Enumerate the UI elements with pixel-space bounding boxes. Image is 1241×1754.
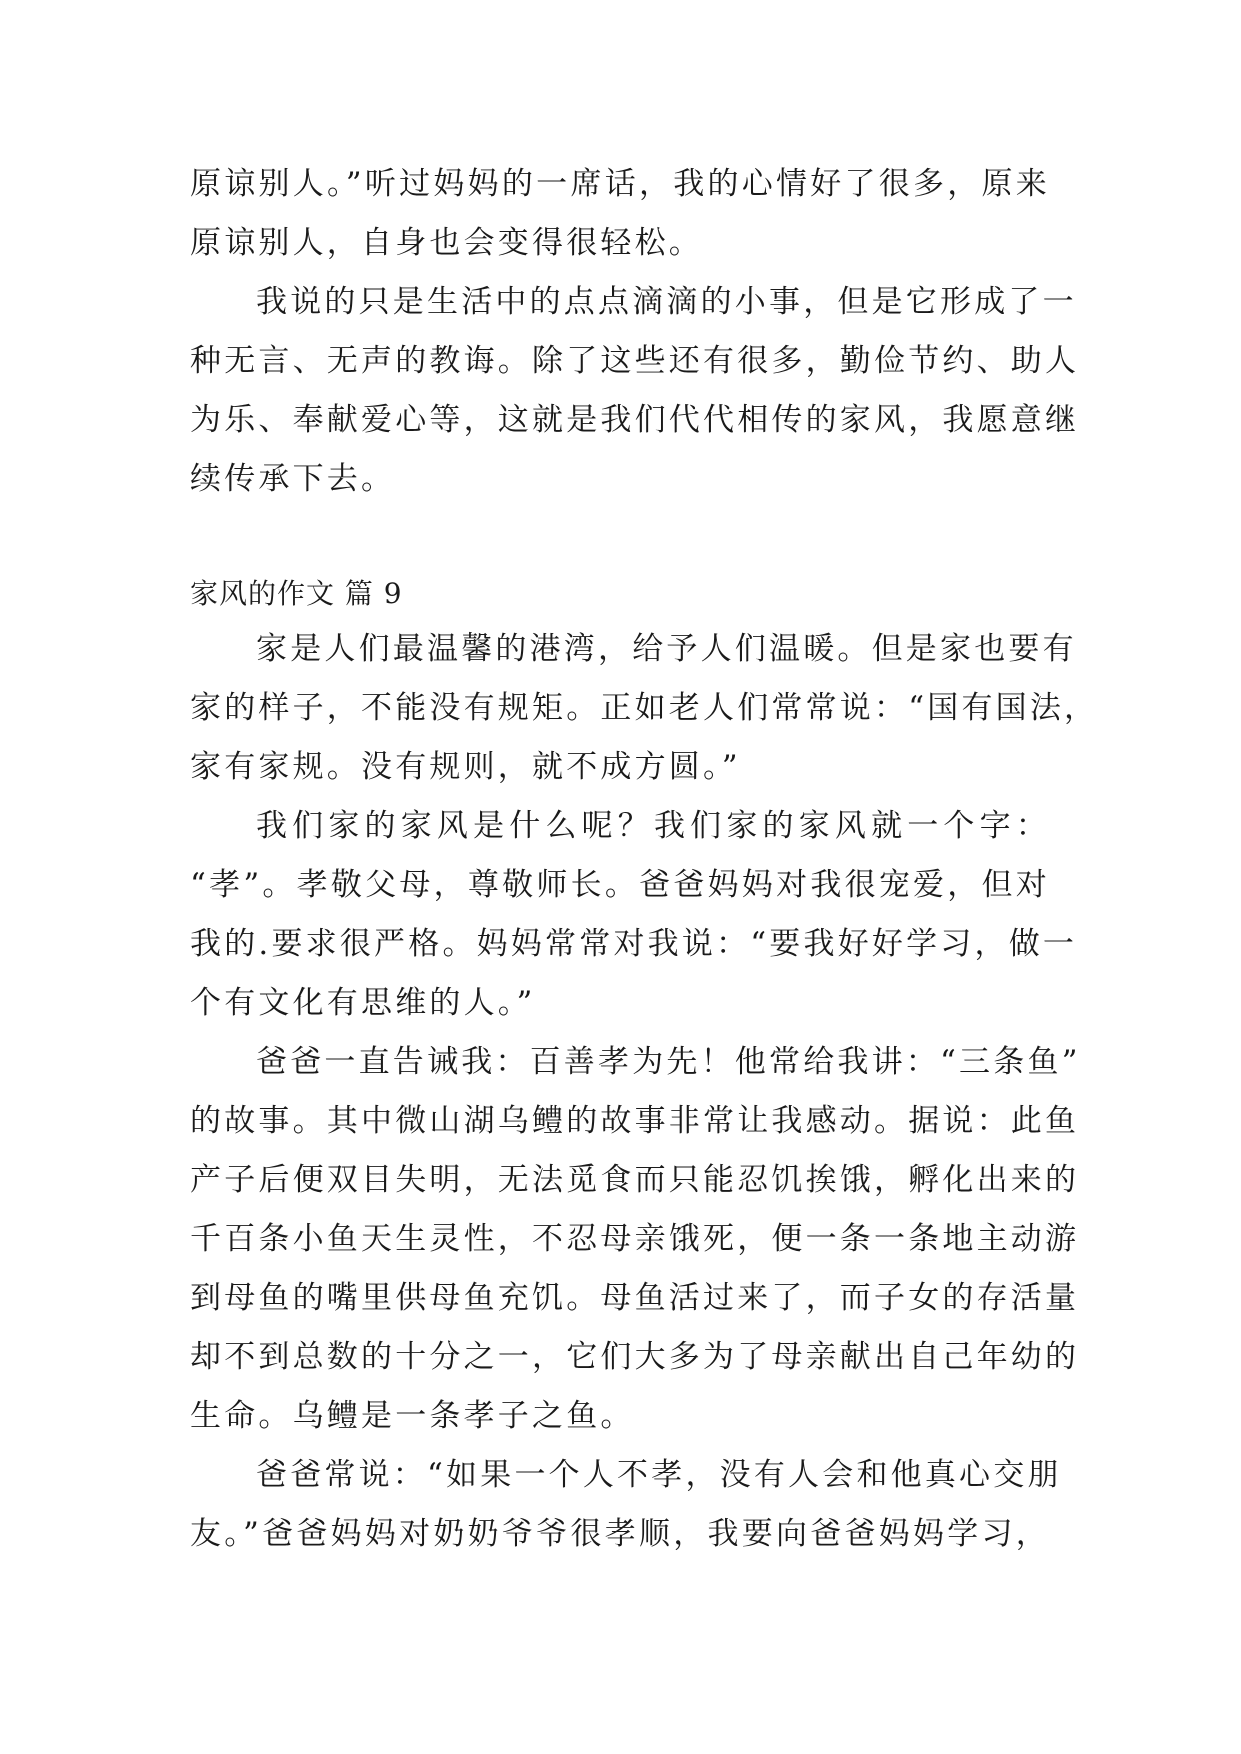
- paragraph-line: 生命。乌鳢是一条孝子之鱼。: [190, 1398, 635, 1434]
- paragraph-line: 爸爸一直告诫我：百善孝为先！他常给我讲：“三条鱼”: [256, 1044, 1081, 1080]
- paragraph-line: 却不到总数的十分之一，它们大多为了母亲献出自己年幼的: [190, 1339, 1080, 1375]
- paragraph-line: “孝”。孝敬父母，尊敬师长。爸爸妈妈对我很宠爱，但对: [190, 867, 1050, 903]
- paragraph-line: 我说的只是生活中的点点滴滴的小事，但是它形成了一: [256, 284, 1077, 320]
- paragraph-line: 原谅别人。”听过妈妈的一席话，我的心情好了很多，原来: [190, 166, 1050, 202]
- paragraph-line: 千百条小鱼天生灵性，不忍母亲饿死，便一条一条地主动游: [190, 1221, 1080, 1257]
- paragraph-line: 个有文化有思维的人。”: [190, 985, 536, 1021]
- paragraph-line: 到母鱼的嘴里供母鱼充饥。母鱼活过来了，而子女的存活量: [190, 1280, 1080, 1316]
- paragraph-line: 我们家的家风是什么呢？我们家的家风就一个字：: [256, 808, 1050, 844]
- paragraph-line: 续传承下去。: [190, 461, 396, 497]
- paragraph-line: 友。”爸爸妈妈对奶奶爷爷很孝顺，我要向爸爸妈妈学习，: [190, 1516, 1050, 1552]
- paragraph-line: 家有家规。没有规则，就不成方圆。”: [190, 749, 741, 785]
- paragraph-line: 家是人们最温馨的港湾，给予人们温暖。但是家也要有: [256, 631, 1077, 667]
- paragraph-line: 爸爸常说：“如果一个人不孝，没有人会和他真心交朋: [256, 1457, 1062, 1493]
- paragraph-line: 种无言、无声的教诲。除了这些还有很多，勤俭节约、助人: [190, 343, 1080, 379]
- paragraph-line: 为乐、奉献爱心等，这就是我们代代相传的家风，我愿意继: [190, 402, 1080, 438]
- paragraph-line: 原谅别人，自身也会变得很轻松。: [190, 225, 703, 261]
- paragraph-line: 产子后便双目失明，无法觅食而只能忍饥挨饿，孵化出来的: [190, 1162, 1080, 1198]
- paragraph-line: 的故事。其中微山湖乌鳢的故事非常让我感动。据说：此鱼: [190, 1103, 1080, 1139]
- paragraph-line: 我的.要求很严格。妈妈常常对我说：“要我好好学习，做一: [190, 926, 1078, 962]
- section-heading: 家风的作文 篇 9: [190, 577, 403, 610]
- paragraph-line: 家的样子，不能没有规矩。正如老人们常常说：“国有国法，: [190, 690, 1099, 726]
